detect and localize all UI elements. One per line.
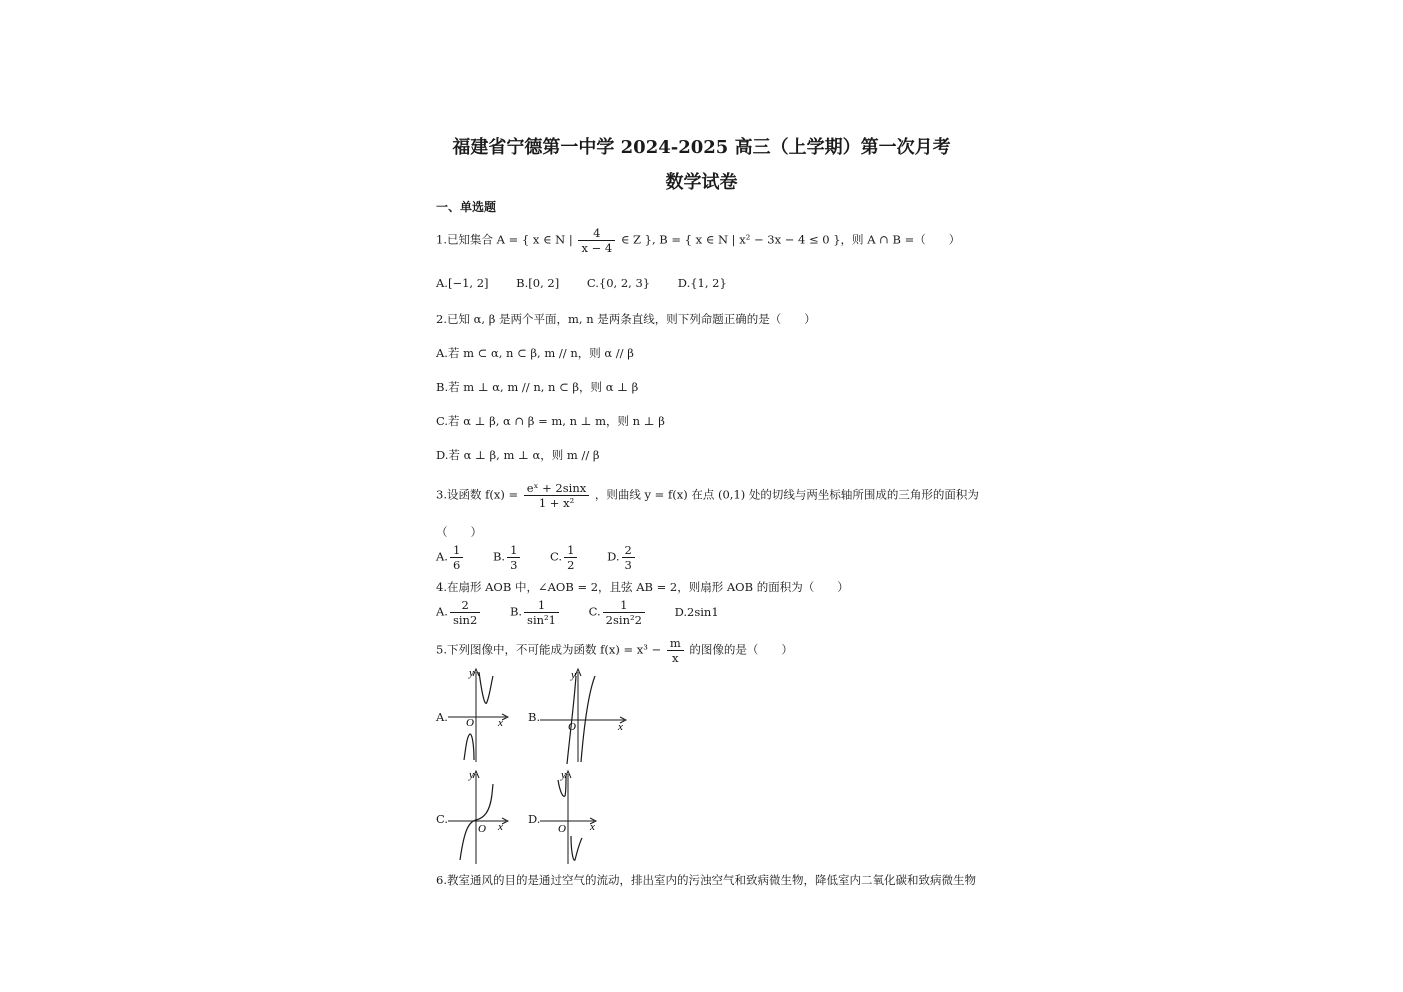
q5-frac-num: m	[667, 636, 684, 651]
q4-option-d-text: 2sin1	[687, 604, 719, 619]
q3-option-d-frac	[622, 543, 635, 572]
q3-option-b[interactable]	[493, 543, 522, 572]
section-heading: 一、单选题	[436, 200, 497, 214]
graph-a-x-label: x	[498, 717, 503, 729]
graph-a-right-curve	[479, 672, 493, 703]
q4-options	[436, 598, 743, 627]
q5-text-b: 的图像的是（ ）	[689, 642, 793, 657]
q2-option-c[interactable]: C.若 α ⊥ β, α ∩ β = m, n ⊥ m，则 n ⊥ β	[436, 414, 665, 428]
q4-option-d-label: D.	[674, 604, 688, 619]
q2-option-d[interactable]: D.若 α ⊥ β, m ⊥ α，则 m // β	[436, 448, 600, 462]
q3-option-b-frac	[507, 543, 520, 572]
q3-option-a[interactable]	[436, 543, 465, 572]
graph-d-origin: O	[558, 823, 566, 835]
q3-option-b-label: B.	[492, 549, 506, 564]
question-4: 4.在扇形 AOB 中，∠AOB = 2，且弦 AB = 2，则扇形 AOB 的面积为（ ）	[436, 580, 849, 594]
question-2: 2.已知 α, β 是两个平面，m, n 是两条直线，则下列命题正确的是（ ）	[436, 312, 816, 326]
q5-fraction	[667, 636, 684, 665]
q4-option-a-den: sin2	[452, 613, 478, 627]
graph-a-left-curve	[464, 734, 474, 760]
q4-option-a-num: 2	[450, 598, 480, 613]
q3-option-d[interactable]	[607, 543, 637, 572]
q1-option-c[interactable]: C.{0, 2, 3}	[586, 276, 651, 290]
graph-b-x-label: x	[618, 721, 623, 733]
q4-option-b[interactable]	[510, 598, 561, 627]
q3-option-a-label: A.	[436, 549, 448, 564]
exam-title: 福建省宁德第一中学 2024-2025 高三（上学期）第一次月考	[452, 137, 951, 158]
q4-option-b-num: 1	[524, 598, 559, 613]
q3-option-a-den: 6	[452, 558, 461, 572]
q3-text-b: ，则曲线 y = f(x) 在点 (0,1) 处的切线与两坐标轴所围成的三角形的面积为	[594, 487, 979, 502]
q5-frac-den: x	[672, 651, 679, 665]
q3-option-b-den: 3	[510, 558, 518, 572]
graph-b[interactable]	[538, 664, 630, 766]
q1-frac-num: 4	[578, 226, 615, 241]
q3-option-c-num: 1	[564, 543, 577, 558]
graph-c-x-label: x	[498, 821, 503, 833]
graph-c[interactable]	[446, 766, 516, 868]
q3-option-c-den: 2	[567, 558, 575, 572]
q3-frac-den: 1 + x²	[538, 496, 575, 510]
q3-option-d-num: 2	[622, 543, 635, 558]
graph-b-right-curve	[581, 676, 595, 762]
q1-set-a-end: ∈ Z }, B = { x ∈ N | x² − 3x − 4 ≤ 0 }，则 A ∩ B =（ ）	[620, 232, 961, 247]
question-5	[436, 636, 793, 665]
q3-option-a-num: 1	[450, 543, 463, 558]
graph-d[interactable]	[538, 766, 608, 868]
q1-frac-den: x − 4	[581, 241, 613, 255]
q3-option-c[interactable]	[550, 543, 579, 572]
q1-fraction	[578, 226, 615, 255]
exam-subtitle: 数学试卷	[665, 172, 738, 193]
q3-options	[436, 543, 661, 572]
graph-d-y-label: y	[561, 769, 566, 781]
question-1	[436, 226, 960, 255]
graph-b-origin: O	[568, 721, 576, 733]
q3-option-c-label: C.	[550, 549, 563, 564]
q4-option-c-label: C.	[588, 604, 601, 619]
q5-text-a: 5.下列图像中，不可能成为函数 f(x) = x³ −	[436, 642, 662, 657]
q4-option-c-frac	[603, 598, 645, 627]
q3-frac-num: eˣ + 2sinx	[524, 481, 589, 496]
q4-option-d[interactable]	[675, 605, 719, 619]
q1-text-a: 1.已知集合	[436, 232, 493, 247]
q3-option-d-label: D.	[607, 549, 620, 564]
q1-options	[436, 276, 751, 290]
q4-option-c-num: 1	[603, 598, 645, 613]
question-3	[436, 481, 979, 510]
q2-option-a[interactable]: A.若 m ⊂ α, n ⊂ β, m // n，则 α // β	[436, 346, 634, 360]
q4-option-b-den: sin²1	[527, 613, 556, 627]
q3-option-b-num: 1	[507, 543, 520, 558]
graph-b-label: B.	[528, 710, 541, 724]
graph-a-y-label: y	[469, 667, 474, 679]
q3-option-c-frac	[564, 543, 577, 572]
q4-option-a[interactable]	[436, 598, 482, 627]
q1-set-a: A = { x ∈ N |	[496, 232, 573, 247]
graph-a-origin: O	[466, 717, 474, 729]
q1-option-d[interactable]: D.{1, 2}	[677, 276, 727, 290]
q3-fraction	[524, 481, 589, 510]
graph-a[interactable]	[446, 664, 516, 766]
q4-option-a-frac	[450, 598, 480, 627]
q4-option-c[interactable]	[589, 598, 647, 627]
q4-option-b-label: B.	[509, 604, 523, 619]
graph-d-right-curve	[571, 836, 582, 860]
q4-option-b-frac	[524, 598, 559, 627]
q3-option-a-frac	[450, 543, 463, 572]
q3-text-a: 3.设函数 f(x) =	[436, 487, 519, 502]
q4-option-a-label: A.	[436, 604, 448, 619]
question-6: 6.教室通风的目的是通过空气的流动，排出室内的污浊空气和致病微生物，降低室内二氧化碳和致病微生物	[436, 873, 976, 887]
graph-c-y-label: y	[469, 769, 474, 781]
q1-option-b[interactable]: B.[0, 2]	[516, 276, 560, 290]
q3-option-d-den: 3	[624, 558, 632, 572]
q4-option-c-den: 2sin²2	[605, 613, 642, 627]
q2-option-b[interactable]: B.若 m ⊥ α, m // n, n ⊂ β，则 α ⊥ β	[436, 380, 639, 394]
graph-b-y-label: y	[571, 669, 576, 681]
graph-c-label: C.	[436, 812, 449, 826]
q1-option-a[interactable]: A.[−1, 2]	[436, 276, 489, 290]
q3-paren: （ ）	[436, 525, 482, 539]
graph-c-origin: O	[478, 823, 486, 835]
graph-d-x-label: x	[590, 821, 595, 833]
graph-a-label: A.	[436, 710, 448, 724]
graph-d-label: D.	[528, 812, 541, 826]
